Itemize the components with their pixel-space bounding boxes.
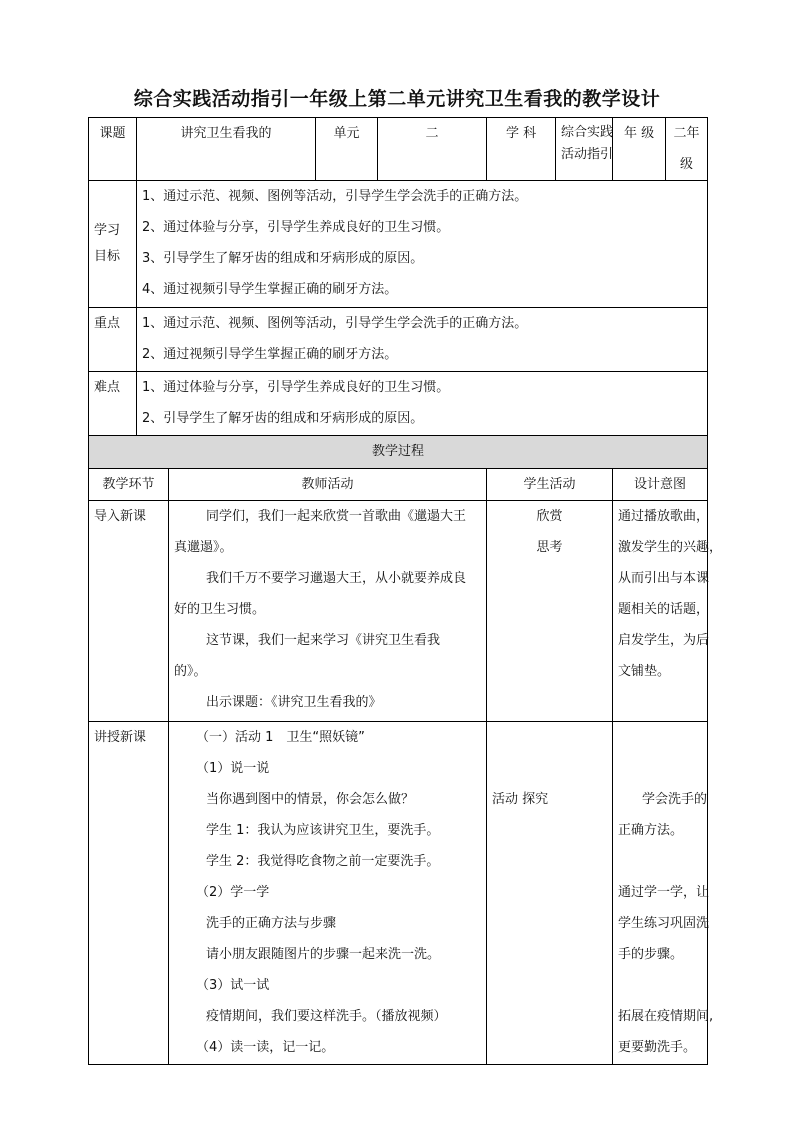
intro-row [89,501,708,722]
topic-value: 讲究卫生看我的 [137,118,316,181]
header-row [89,118,708,181]
objectives-row [89,181,708,308]
lesson-plan-table [88,117,723,1065]
unit-value: 二 [378,118,487,181]
objective-item: 2、通过体验与分享，引导学生养成良好的卫生习惯。 [142,220,450,235]
process-section-title: 教学过程 [89,436,708,469]
objective-item: 3、引导学生了解牙齿的组成和牙病形成的原因。 [142,251,424,266]
difficult-point-item: 2、引导学生了解牙齿的组成和牙病形成的原因。 [142,411,424,426]
lecture-student-activity: 活动 探究 [487,722,613,1065]
intro-student-activity: 欣赏 思考 [487,501,613,722]
column-header-intent: 设计意图 [613,469,708,501]
objectives-content [137,181,708,308]
key-points-content [137,308,708,372]
column-header-student: 学生活动 [487,469,613,501]
process-section-row [89,436,708,469]
lecture-stage: 讲授新课 [89,722,169,1065]
lecture-teacher-activity: （一）活动 1 卫生“照妖镜” （1）说一说 当你遇到图中的情景，你会怎么做？ 学生 1：我认为应该讲究卫生，要洗手。 学生 2：我觉得吃食物之前一定要洗手。 （2）学一学 洗手的正确方法与步骤 请小朋友跟随图片的步骤一起来洗一洗。 （3）试一试 疫情期间，我们要这样洗手。（播放视频） （4）读一读，记一记。 [169,722,487,1065]
objectives-label: 学习 目标 [89,181,137,308]
column-header-teacher: 教师活动 [169,469,487,501]
grade-value: 二年级 [666,118,708,181]
intro-teacher-activity: 同学们，我们一起来欣赏一首歌曲《邋遢大王 真邋遢》。 我们千万不要学习邋遢大王，从小就要养成良 好的卫生习惯。 这节课，我们一起来学习《讲究卫生看我 的》。 出示课题：《讲究卫生看我的》 [169,501,487,722]
intro-design-intent: 通过播放歌曲， 激发学生的兴趣， 从而引出与本课 题相关的话题， 启发学生，为后 文铺垫。 [613,501,708,722]
difficult-points-row [89,372,708,436]
subject-value: 综合实践 活动指引 [556,118,613,181]
difficult-points-label: 难点 [89,372,137,436]
key-point-item: 1、通过示范、视频、图例等活动，引导学生学会洗手的正确方法。 [142,316,528,331]
lecture-design-intent: 学会洗手的 正确方法。 通过学一学，让 学生练习巩固洗 手的步骤。 拓展在疫情期间, 更要勤洗手。 [613,722,708,1065]
column-header-stage: 教学环节 [89,469,169,501]
key-points-row [89,308,708,372]
key-point-item: 2、通过视频引导学生掌握正确的刷牙方法。 [142,347,398,362]
page-title: 综合实践活动指引一年级上第二单元讲究卫生看我的教学设计 [133,88,661,110]
process-columns-row [89,469,708,501]
objective-item: 4、通过视频引导学生掌握正确的刷牙方法。 [142,282,398,297]
lecture-row [89,722,708,1065]
objective-item: 1、通过示范、视频、图例等活动，引导学生学会洗手的正确方法。 [142,189,528,204]
difficult-points-content [137,372,708,436]
unit-label: 单元 [316,118,378,181]
grade-label: 年 级 [613,118,666,181]
difficult-point-item: 1、通过体验与分享，引导学生养成良好的卫生习惯。 [142,380,450,395]
subject-label: 学 科 [487,118,556,181]
key-points-label: 重点 [89,308,137,372]
topic-label: 课题 [89,118,137,181]
intro-stage: 导入新课 [89,501,169,722]
